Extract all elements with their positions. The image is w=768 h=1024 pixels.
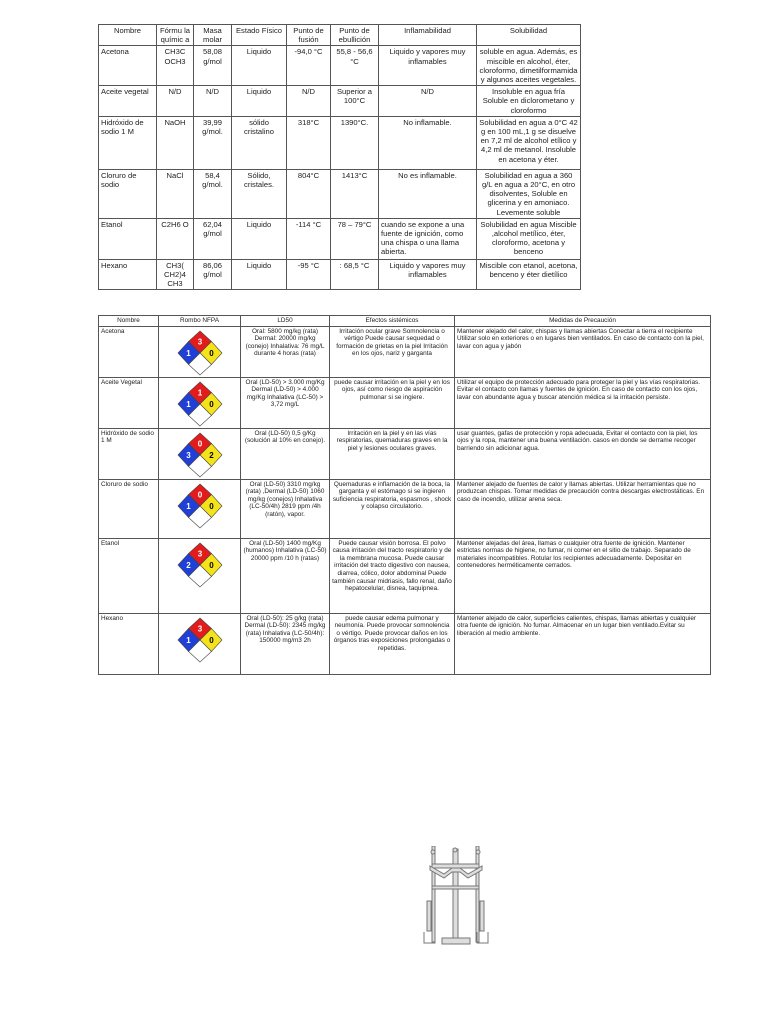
cell-masa-molar: N/D	[194, 86, 232, 117]
nfpa-health-value: 3	[185, 450, 191, 460]
cell-masa-molar: 58,08 g/mol	[194, 46, 232, 86]
table-row	[99, 538, 711, 613]
header-efectos-sistemicos: Efectos sistémicos	[330, 316, 455, 327]
nfpa-flammability-value: 3	[197, 337, 202, 347]
cell-estado-fisico: Liquido	[232, 259, 287, 290]
table-row	[99, 428, 711, 479]
header-inflamabilidad: Inflamabilidad	[379, 25, 477, 46]
cell-punto-fusion: N/D	[287, 86, 331, 117]
nfpa-instability-value: 0	[208, 348, 214, 358]
cell-inflamabilidad: Liquido y vapores muy inflamables	[379, 46, 477, 86]
nfpa-health-value: 1	[185, 348, 191, 358]
table-row	[99, 377, 711, 428]
table-row	[99, 116, 581, 169]
cell-ld50: Oral: 5800 mg/kg (rata) Dermal: 20000 mg/kg (conejo) Inhalativa: 76 mg/L durante 4 horas (rata)	[241, 326, 330, 377]
cell-nombre: Cloruro de sodio	[99, 169, 157, 218]
cell-nombre: Acetona	[99, 46, 157, 86]
cell-efectos-sistemicos: puede causar edema pulmonar y neumonía. Puede provocar somnolencia o vértigo. Puede provocar daños en los órganos tras exposiciones prolongadas o repetidas.	[330, 613, 455, 674]
cell-efectos-sistemicos: Quemaduras e inflamación de la boca, la garganta y el estómago si se ingieren suficiencia respiratoria, espasmos , shock y colapso circulatorio.	[330, 479, 455, 538]
cell-formula: CH3C OCH3	[157, 46, 194, 86]
cell-nombre: Hidróxido de sodio 1 M	[99, 428, 159, 479]
header-masa-molar: Masa molar	[194, 25, 232, 46]
cell-estado-fisico: sólido cristalino	[232, 116, 287, 169]
cell-rombo-nfpa	[159, 326, 241, 377]
table-row	[99, 218, 581, 259]
cell-estado-fisico: Liquido	[232, 46, 287, 86]
header-solubilidad: Solubilidad	[477, 25, 581, 46]
cell-masa-molar: 86,06 g/mol	[194, 259, 232, 290]
cell-inflamabilidad: No es inflamable.	[379, 169, 477, 218]
header-punto-fusion: Punto de fusión	[287, 25, 331, 46]
table-row	[99, 259, 581, 290]
header-ld50: LD50	[241, 316, 330, 327]
header-nombre: Nombre	[99, 25, 157, 46]
cell-punto-ebullicion: : 68,5 °C	[331, 259, 379, 290]
nfpa-diamond-icon	[177, 617, 223, 663]
table-row	[99, 169, 581, 218]
nfpa-flammability-value: 0	[197, 439, 202, 449]
cell-nombre: Etanol	[99, 218, 157, 259]
cell-solubilidad: Insoluble en agua fría Soluble en diclorometano y cloroformo	[477, 86, 581, 117]
cell-rombo-nfpa	[159, 428, 241, 479]
lab-stand-illustration	[422, 846, 490, 946]
cell-formula: C2H6 O	[157, 218, 194, 259]
cell-medidas-precaucion: Mantener alejadas del área, llamas o cualquier otra fuente de ignición. Mantener estrictas normas de higiene, no fumar, ni comer en el sitio de trabajo. Separado de materiales incompatibles. Rotular los recipientes adecuadamente. Depositar en contenedores herméticamente cerrados.	[455, 538, 711, 613]
cell-rombo-nfpa	[159, 613, 241, 674]
cell-punto-ebullicion: 55,8 - 56,6 °C	[331, 46, 379, 86]
cell-ld50: Oral (LD-50): 25 g/kg (rata) Dermal (LD-50): 2345 mg/kg (rata) Inhalativa (LC-50/4h): 150000 mg/m3 2h	[241, 613, 330, 674]
safety-header-row	[99, 316, 711, 327]
header-medidas-precaucion: Medidas de Precaución	[455, 316, 711, 327]
cell-rombo-nfpa	[159, 377, 241, 428]
cell-punto-fusion: 804°C	[287, 169, 331, 218]
nfpa-health-value: 2	[185, 560, 191, 570]
cell-inflamabilidad: Liquido y vapores muy inflamables	[379, 259, 477, 290]
nfpa-diamond-icon	[177, 483, 223, 529]
cell-punto-ebullicion: Superior a 100°C	[331, 86, 379, 117]
cell-efectos-sistemicos: Irritación en la piel y en las vías respiratorias, quemaduras graves en la piel y lesiones oculares graves.	[330, 428, 455, 479]
cell-nombre: Etanol	[99, 538, 159, 613]
cell-efectos-sistemicos: Puede causar visión borrosa. El polvo causa irritación del tracto respiratorio y de la membrana mucosa. Puede causar irritación del tracto digestivo con nausea, diarrea, cólico, dolor abdominal Puede también causar midriasis, fallo renal, daño hepatocelular, disnea, taquipnea.	[330, 538, 455, 613]
cell-medidas-precaucion: Utilizar el equipo de protección adecuado para proteger la piel y las vías respiratorias. Evitar el contacto con llamas y fuentes de ignición. En caso de contacto con los ojos, lavar con abundante agua y buscar atención médica si la irritación persiste.	[455, 377, 711, 428]
properties-header-row	[99, 25, 581, 46]
cell-solubilidad: Solubilidad en agua a 360 g/L en agua a 20°C, en otro disolventes, Soluble en glicerina y en amoniaco. Levemente soluble	[477, 169, 581, 218]
header-rombo-nfpa: Rombo NFPA	[159, 316, 241, 327]
cell-rombo-nfpa	[159, 479, 241, 538]
cell-efectos-sistemicos: puede causar irritación en la piel y en los ojos, así como riesgo de aspiración pulmonar si se ingiere.	[330, 377, 455, 428]
cell-inflamabilidad: cuando se expone a una fuente de ignición, como una chispa o una llama abierta.	[379, 218, 477, 259]
cell-rombo-nfpa	[159, 538, 241, 613]
cell-medidas-precaucion: Mantener alejado de calor, superficies calientes, chispas, llamas abiertas y cualquier otra fuente de ignición. No fumar. Almacenar en un lugar bien ventilado.Evitar su liberación al medio ambiente.	[455, 613, 711, 674]
cell-estado-fisico: Liquido	[232, 218, 287, 259]
cell-solubilidad: soluble en agua. Además, es miscible en alcohol, éter, cloroformo, dimetilformamida y algunos aceites vegetales.	[477, 46, 581, 86]
header-formula: Fórmu la químic a	[157, 25, 194, 46]
nfpa-health-value: 1	[185, 635, 191, 645]
nfpa-flammability-value: 3	[197, 549, 202, 559]
cell-nombre: Hidróxido de sodio 1 M	[99, 116, 157, 169]
cell-punto-ebullicion: 78 – 79°C	[331, 218, 379, 259]
nfpa-instability-value: 0	[208, 560, 214, 570]
nfpa-diamond-icon	[177, 330, 223, 376]
cell-medidas-precaucion: Mantener alejado del calor, chispas y llamas abiertas Conectar a tierra el recipiente Utilizar solo en exteriores o en lugares bien ventilados. En caso de contacto con la piel, lavar con agua y jabón	[455, 326, 711, 377]
nfpa-diamond-icon	[177, 542, 223, 588]
cell-solubilidad: Solubilidad en agua Miscible ,alcohol metílico, éter, cloroformo, acetona y benceno	[477, 218, 581, 259]
cell-inflamabilidad: No inflamable.	[379, 116, 477, 169]
nfpa-instability-value: 0	[208, 635, 214, 645]
nfpa-health-value: 1	[185, 399, 191, 409]
cell-efectos-sistemicos: Irritación ocular grave Somnolencia o vértigo Puede causar sequedad o formación de grietas en la piel Irritación en los ojos, nariz y garganta	[330, 326, 455, 377]
cell-estado-fisico: Liquido	[232, 86, 287, 117]
cell-nombre: Aceite Vegetal	[99, 377, 159, 428]
cell-formula: CH3( CH2)4 CH3	[157, 259, 194, 290]
cell-nombre: Aceite vegetal	[99, 86, 157, 117]
cell-medidas-precaucion: usar guantes, gafas de protección y ropa adecuada, Evitar el contacto con la piel, los ojos y la ropa, mantener una buena ventilación. casos en donde se derrame recoger barriendo sin adicionar agua.	[455, 428, 711, 479]
table-row	[99, 46, 581, 86]
nfpa-flammability-value: 1	[197, 388, 202, 398]
cell-nombre: Hexano	[99, 613, 159, 674]
cell-masa-molar: 58,4 g/mol.	[194, 169, 232, 218]
cell-punto-ebullicion: 1390°C.	[331, 116, 379, 169]
nfpa-health-value: 1	[185, 501, 191, 511]
cell-masa-molar: 39,99 g/mol.	[194, 116, 232, 169]
cell-formula: NaCl	[157, 169, 194, 218]
cell-solubilidad: Solubilidad en agua a 0°C 42 g en 100 mL,1 g se disuelve en 7,2 ml de alcohol etílico y 4,2 ml de metanol. Insoluble en acetona y éter.	[477, 116, 581, 169]
cell-ld50: Oral (LD-50) > 3.000 mg/Kg Dermal (LD-50) > 4.000 mg/Kg Inhalativa (LC-50) > 3,72 mg/L	[241, 377, 330, 428]
nfpa-instability-value: 0	[208, 399, 214, 409]
header-estado-fisico: Estado Físico	[232, 25, 287, 46]
cell-ld50: Oral (LD-50) 1400 mg/Kg (humanos) Inhalativa (LC-50) 20000 ppm /10 h (ratas)	[241, 538, 330, 613]
cell-ld50: Oral (LD-50) 3310 mg/kg (rata) ,Dermal (LD-50) 1060 mg/kg (conejos) Inhalativa (LC-50/4h) 2819 ppm /4h (ratón), vapor.	[241, 479, 330, 538]
table-row	[99, 326, 711, 377]
cell-punto-fusion: 318°C	[287, 116, 331, 169]
nfpa-diamond-icon	[177, 432, 223, 478]
cell-estado-fisico: Sólido, cristales.	[232, 169, 287, 218]
header-nombre: Nombre	[99, 316, 159, 327]
properties-table	[98, 24, 581, 290]
header-punto-ebullicion: Punto de ebullición	[331, 25, 379, 46]
nfpa-flammability-value: 3	[197, 624, 202, 634]
cell-formula: NaOH	[157, 116, 194, 169]
cell-solubilidad: Miscible con etanol, acetona, benceno y éter dietílico	[477, 259, 581, 290]
table-row	[99, 479, 711, 538]
cell-punto-fusion: -114 °C	[287, 218, 331, 259]
table-row	[99, 86, 581, 117]
cell-punto-fusion: -95 °C	[287, 259, 331, 290]
cell-nombre: Cloruro de sodio	[99, 479, 159, 538]
nfpa-instability-value: 2	[208, 450, 214, 460]
cell-inflamabilidad: N/D	[379, 86, 477, 117]
nfpa-flammability-value: 0	[197, 490, 202, 500]
cell-masa-molar: 62,04 g/mol	[194, 218, 232, 259]
table-row	[99, 613, 711, 674]
cell-nombre: Acetona	[99, 326, 159, 377]
cell-formula: N/D	[157, 86, 194, 117]
cell-ld50: Oral (LD-50) 0,5 g/Kg (solución al 10% en conejo).	[241, 428, 330, 479]
cell-punto-ebullicion: 1413°C	[331, 169, 379, 218]
nfpa-diamond-icon	[177, 381, 223, 427]
safety-table	[98, 315, 711, 675]
cell-punto-fusion: -94,0 °C	[287, 46, 331, 86]
nfpa-instability-value: 0	[208, 501, 214, 511]
cell-medidas-precaucion: Mantener alejado de fuentes de calor y llamas abiertas. Utilizar herramientas que no produzcan chispas. Tomar medidas de precaución contra descargas electrostáticas. En caso de incendio, utilizar arena seca.	[455, 479, 711, 538]
cell-nombre: Hexano	[99, 259, 157, 290]
